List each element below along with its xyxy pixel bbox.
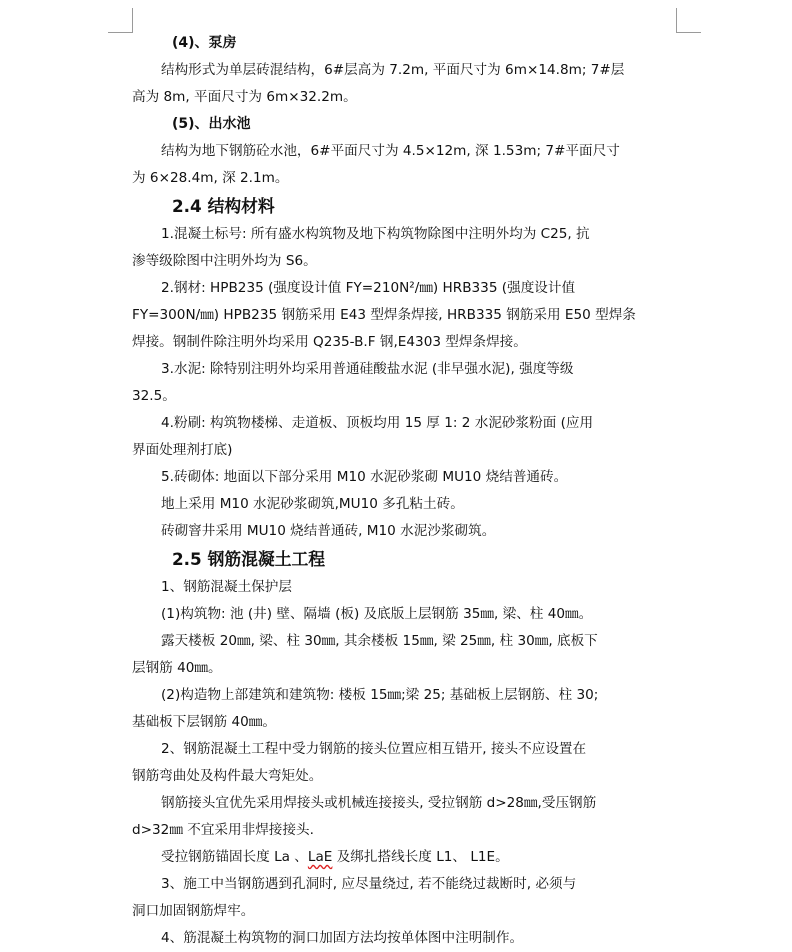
- paragraph-line: 2.钢材: HPB235 (强度设计值 FY=210N²/㎜) HRB335 (强度设计值: [161, 280, 576, 296]
- paragraph-line: 4、筋混凝土构筑物的洞口加固方法均按单体图中注明制作。: [161, 930, 524, 946]
- paragraph-line: 32.5。: [132, 388, 176, 404]
- paragraph-line: d>32㎜ 不宜采用非焊接接头.: [132, 822, 314, 838]
- document-body: [132, 30, 678, 952]
- paragraph-line: FY=300N/㎜) HPB235 钢筋采用 E43 型焊条焊接, HRB335 钢筋采用 E50 型焊条: [132, 307, 636, 323]
- paragraph-line: 3、施工中当钢筋遇到孔洞时, 应尽量绕过, 若不能绕过裁断时, 必须与: [161, 876, 577, 892]
- chapter-heading: 2.4 结构材料: [172, 196, 275, 216]
- paragraph-line: 3.水泥: 除特别注明外均采用普通硅酸盐水泥 (非早强水泥), 强度等级: [161, 361, 574, 377]
- paragraph-line: 洞口加固钢筋焊牢。: [132, 903, 255, 919]
- paragraph-line: 4.粉刷: 构筑物楼梯、走道板、顶板均用 15 厚 1: 2 水泥砂浆粉面 (应用: [161, 415, 594, 431]
- section-heading: (4)、泵房: [172, 35, 237, 51]
- paragraph-line: 砖砌窨井采用 MU10 烧结普通砖, M10 水泥沙浆砌筑。: [161, 523, 496, 539]
- paragraph-line: (1)构筑物: 池 (井) 壁、隔墙 (板) 及底版上层钢筋 35㎜, 梁、柱 40㎜。: [161, 606, 593, 622]
- paragraph-line: 结构为地下钢筋砼水池，6#平面尺寸为 4.5×12m, 深 1.53m; 7#平面尺寸: [161, 143, 620, 159]
- paragraph-line: 高为 8m, 平面尺寸为 6m×32.2m。: [132, 89, 357, 105]
- paragraph-line: 层钢筋 40㎜。: [132, 660, 222, 676]
- paragraph-line: 地上采用 M10 水泥砂浆砌筑,MU10 多孔粘土砖。: [161, 496, 464, 512]
- paragraph-line: 2、钢筋混凝土工程中受力钢筋的接头位置应相互错开, 接头不应设置在: [161, 741, 587, 757]
- paragraph-line: 为 6×28.4m, 深 2.1m。: [132, 170, 289, 186]
- page-corner-mark-right: [676, 8, 701, 33]
- section-heading: (5)、出水池: [172, 116, 251, 132]
- paragraph-line: 渗等级除图中注明外均为 S6。: [132, 253, 317, 269]
- paragraph-line: 钢筋弯曲处及构件最大弯矩处。: [132, 768, 323, 784]
- paragraph-line: [132, 844, 678, 871]
- chapter-heading: 2.5 钢筋混凝土工程: [172, 549, 326, 569]
- paragraph-line: 露天楼板 20㎜, 梁、柱 30㎜, 其余楼板 15㎜, 梁 25㎜, 柱 30㎜, 底板下: [161, 633, 598, 649]
- paragraph-line: 界面处理剂打底): [132, 442, 233, 458]
- spellcheck-flagged-term: LaE: [307, 849, 333, 865]
- paragraph-line: 1.混凝土标号: 所有盛水构筑物及地下构筑物除图中注明外均为 C25, 抗: [161, 226, 590, 242]
- paragraph-line: 结构形式为单层砖混结构，6#层高为 7.2m, 平面尺寸为 6m×14.8m; 7#层: [161, 62, 625, 78]
- paragraph-line: 钢筋接头宜优先采用焊接头或机械连接接头, 受拉钢筋 d>28㎜,受压钢筋: [161, 795, 597, 811]
- text-run: 及绑扎搭线长度 L1、 L1E。: [332, 849, 509, 865]
- paragraph-line: 基础板下层钢筋 40㎜。: [132, 714, 276, 730]
- page-corner-mark-left: [108, 8, 133, 33]
- paragraph-line: 焊接。钢制件除注明外均采用 Q235-B.F 钢,E4303 型焊条焊接。: [132, 334, 527, 350]
- paragraph-line: 5.砖砌体: 地面以下部分采用 M10 水泥砂浆砌 MU10 烧结普通砖。: [161, 469, 568, 485]
- paragraph-line: 1、钢筋混凝土保护层: [161, 579, 292, 595]
- paragraph-line: (2)构造物上部建筑和建筑物: 楼板 15㎜;梁 25; 基础板上层钢筋、柱 30;: [161, 687, 599, 703]
- text-run: 受拉钢筋锚固长度 La 、: [161, 849, 308, 865]
